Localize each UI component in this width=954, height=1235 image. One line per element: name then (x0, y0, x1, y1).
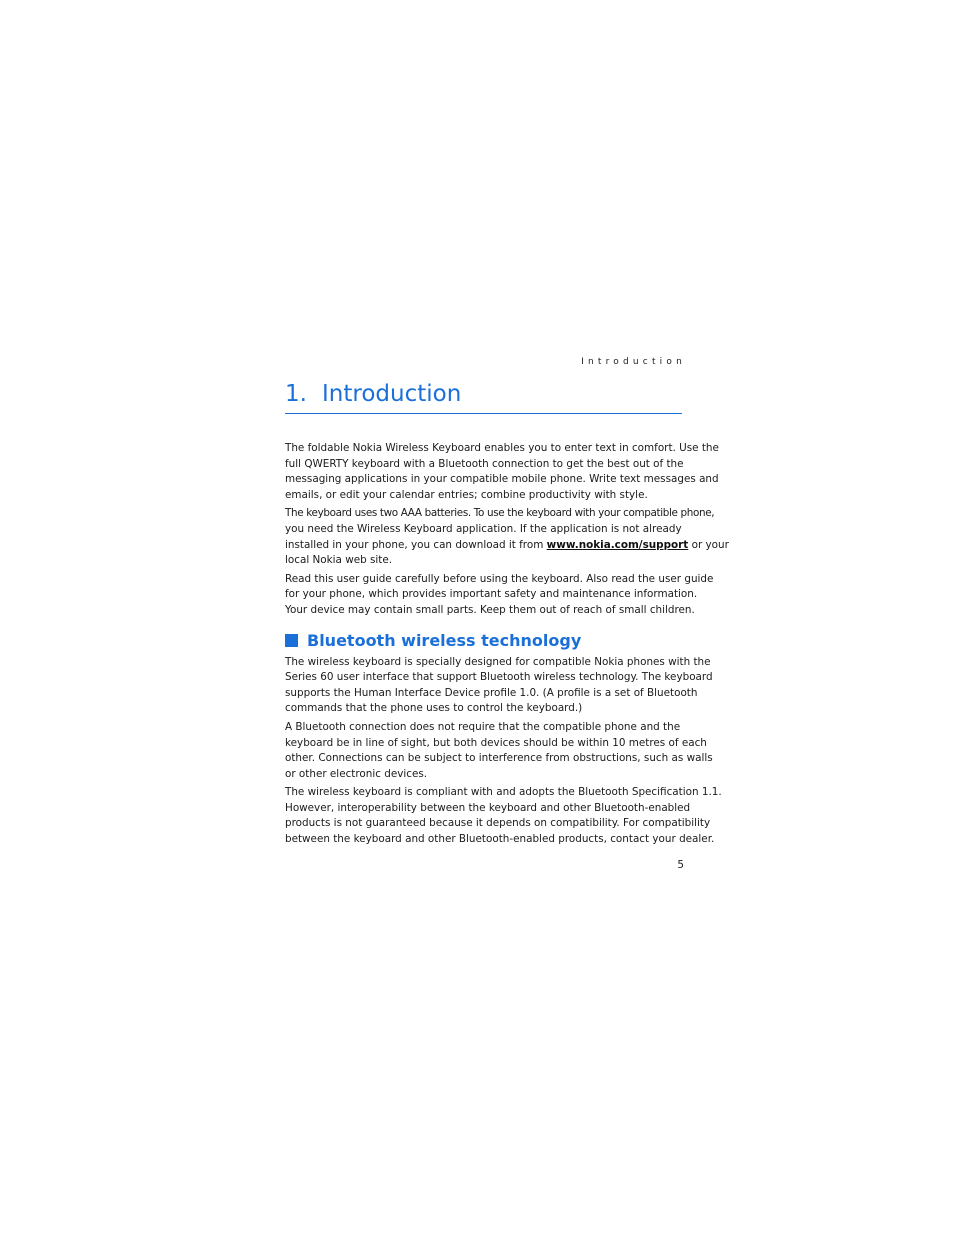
text-line: for your phone, which provides important safety and maintenance information. (285, 588, 698, 601)
text-line: or other electronic devices. (285, 767, 428, 780)
text-line: supports the Human Interface Device profile 1.0. (A profile is a set of Bluetooth (285, 686, 698, 699)
running-header: Introduction (581, 357, 686, 367)
chapter-title-text: Introduction (322, 381, 462, 407)
text-after-link: or your (688, 538, 729, 551)
text-line: Your device may contain small parts. Keep them out of reach of small children. (285, 603, 695, 616)
text-line: A Bluetooth connection does not require that the compatible phone and the (285, 720, 681, 733)
bluetooth-paragraph-2 (285, 720, 713, 782)
text-line: Read this user guide carefully before using the keyboard. Also read the user guide (285, 572, 714, 585)
text-line: The wireless keyboard is specially designed for compatible Nokia phones with the (285, 655, 711, 668)
text-line: emails, or edit your calendar entries; combine productivity with style. (285, 488, 648, 501)
text-line: local Nokia web site. (285, 554, 393, 567)
text-line-with-link (285, 538, 729, 554)
text-line: other. Connections can be subject to interference from obstructions, such as walls (285, 752, 713, 765)
bluetooth-section (285, 655, 722, 848)
intro-section (285, 441, 729, 619)
nokia-support-link[interactable]: www.nokia.com/support (546, 538, 689, 551)
text-line: commands that the phone uses to control the keyboard.) (285, 702, 583, 715)
text-line: messaging applications in your compatible mobile phone. Write text messages and (285, 473, 719, 486)
text-before-link: installed in your phone, you can download it from (285, 538, 547, 551)
chapter-title (285, 379, 682, 414)
text-line: between the keyboard and other Bluetooth-enabled products, contact your dealer. (285, 833, 715, 846)
text-line: The keyboard uses two AAA batteries. To use the keyboard with your compatible phone, (285, 507, 715, 520)
text-line: However, interoperability between the keyboard and other Bluetooth-enabled (285, 801, 691, 814)
page-number: 5 (677, 859, 684, 871)
intro-paragraph-3 (285, 572, 714, 619)
text-line: Series 60 user interface that support Bluetooth wireless technology. The keyboard (285, 671, 713, 684)
page-content (285, 355, 729, 851)
chapter-number: 1. (285, 381, 307, 407)
text-line: keyboard be in line of sight, but both devices should be within 10 metres of each (285, 736, 707, 749)
bluetooth-paragraph-3 (285, 785, 722, 847)
section-heading (285, 631, 682, 651)
section-bullet-icon (285, 634, 298, 647)
text-line: products is not guaranteed because it depends on compatibility. For compatibility (285, 817, 711, 830)
text-line: The wireless keyboard is compliant with and adopts the Bluetooth Specification 1.1. (285, 786, 722, 799)
section-heading-text: Bluetooth wireless technology (307, 630, 582, 650)
intro-paragraph-2 (285, 506, 729, 568)
text-line: The foldable Nokia Wireless Keyboard enables you to enter text in comfort. Use the (285, 442, 719, 454)
intro-paragraph-1 (285, 441, 719, 503)
bluetooth-paragraph-1 (285, 655, 713, 717)
text-line: you need the Wireless Keyboard application. If the application is not already (285, 522, 682, 535)
text-line: full QWERTY keyboard with a Bluetooth connection to get the best out of the (285, 457, 684, 470)
